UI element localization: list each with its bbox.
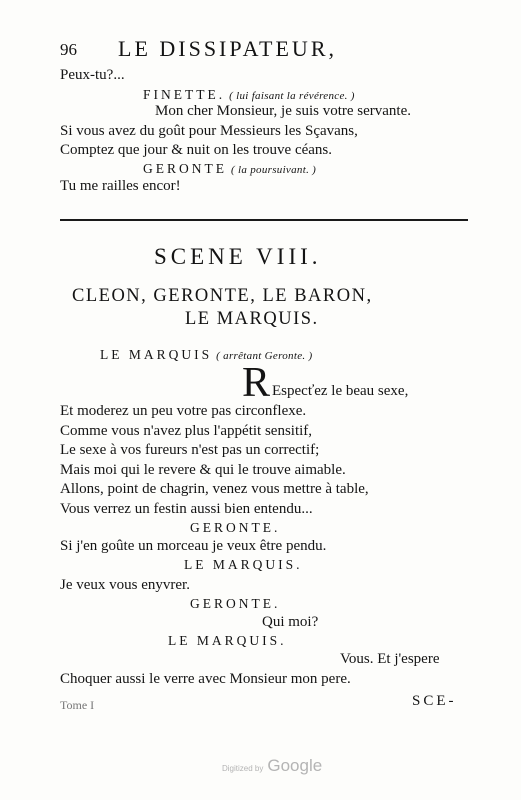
speaker-name: GERONTE xyxy=(143,161,227,176)
running-title: LE DISSIPATEUR, xyxy=(118,36,337,61)
catchword: SCE- xyxy=(412,693,457,709)
speaker-geronte-0 xyxy=(143,160,316,178)
digitized-watermark xyxy=(222,756,322,776)
line-marquis-1: Especťez le beau sexe, xyxy=(272,383,409,399)
scene-characters-2: LE MARQUIS. xyxy=(185,309,319,329)
line-marquis-4: Le sexe à vos fureurs n'est pas un correctif; xyxy=(60,442,320,458)
scene-characters-1: CLEON, GERONTE, LE BARON, xyxy=(72,286,373,306)
speaker-marquis-2: LE MARQUIS. xyxy=(184,557,303,572)
line-geronte-1: Si j'en goûte un morceau je veux être pendu. xyxy=(60,538,327,554)
line-geronte-0: Tu me railles encor! xyxy=(60,178,181,194)
speaker-geronte-2: GERONTE. xyxy=(190,596,281,611)
line-finette-1: Mon cher Monsieur, je suis votre servante. xyxy=(155,103,412,119)
speaker-marquis-1 xyxy=(100,346,312,364)
speaker-name: LE MARQUIS xyxy=(100,347,213,362)
line-marquis-10: Choquer aussi le verre avec Monsieur mon pere. xyxy=(60,671,351,687)
speaker-geronte-1: GERONTE. xyxy=(190,520,281,535)
scene-divider xyxy=(60,219,468,221)
line-finette-3: Comptez que jour & nuit on les trouve céans. xyxy=(60,142,333,158)
watermark-prefix: Digitized by xyxy=(222,764,264,773)
signature-mark: Tome I xyxy=(60,698,95,712)
google-logo: Google xyxy=(267,756,323,775)
line-marquis-8: Je veux vous enyvrer. xyxy=(60,577,190,593)
page-number: 96 xyxy=(60,40,77,59)
speaker-marquis-3: LE MARQUIS. xyxy=(168,633,287,648)
line-geronte-2: Qui moi? xyxy=(262,614,319,630)
line-marquis-2: Et moderez un peu votre pas circonflexe. xyxy=(60,403,307,419)
line-marquis-6: Allons, point de chagrin, venez vous mettre à table, xyxy=(60,481,369,497)
scene-title: SCENE VIII. xyxy=(154,244,322,269)
line-finette-2: Si vous avez du goût pour Messieurs les Sçavans, xyxy=(60,123,358,139)
line-marquis-7: Vous verrez un festin aussi bien entendu... xyxy=(60,501,313,517)
drop-cap: R xyxy=(242,360,271,406)
line-marquis-5: Mais moi qui le revere & qui le trouve aimable. xyxy=(60,462,346,478)
stage-direction: ( lui faisant la révérence. ) xyxy=(229,90,355,102)
stage-direction: ( arrêtant Geronte. ) xyxy=(216,350,313,362)
speaker-name: FINETTE. xyxy=(143,87,226,102)
line-peux-tu: Peux-tu?... xyxy=(60,67,125,83)
line-marquis-3: Comme vous n'avez plus l'appétit sensitif, xyxy=(60,423,313,439)
stage-direction: ( la poursuivant. ) xyxy=(231,164,317,176)
line-marquis-9: Vous. Et j'espere xyxy=(340,651,440,667)
